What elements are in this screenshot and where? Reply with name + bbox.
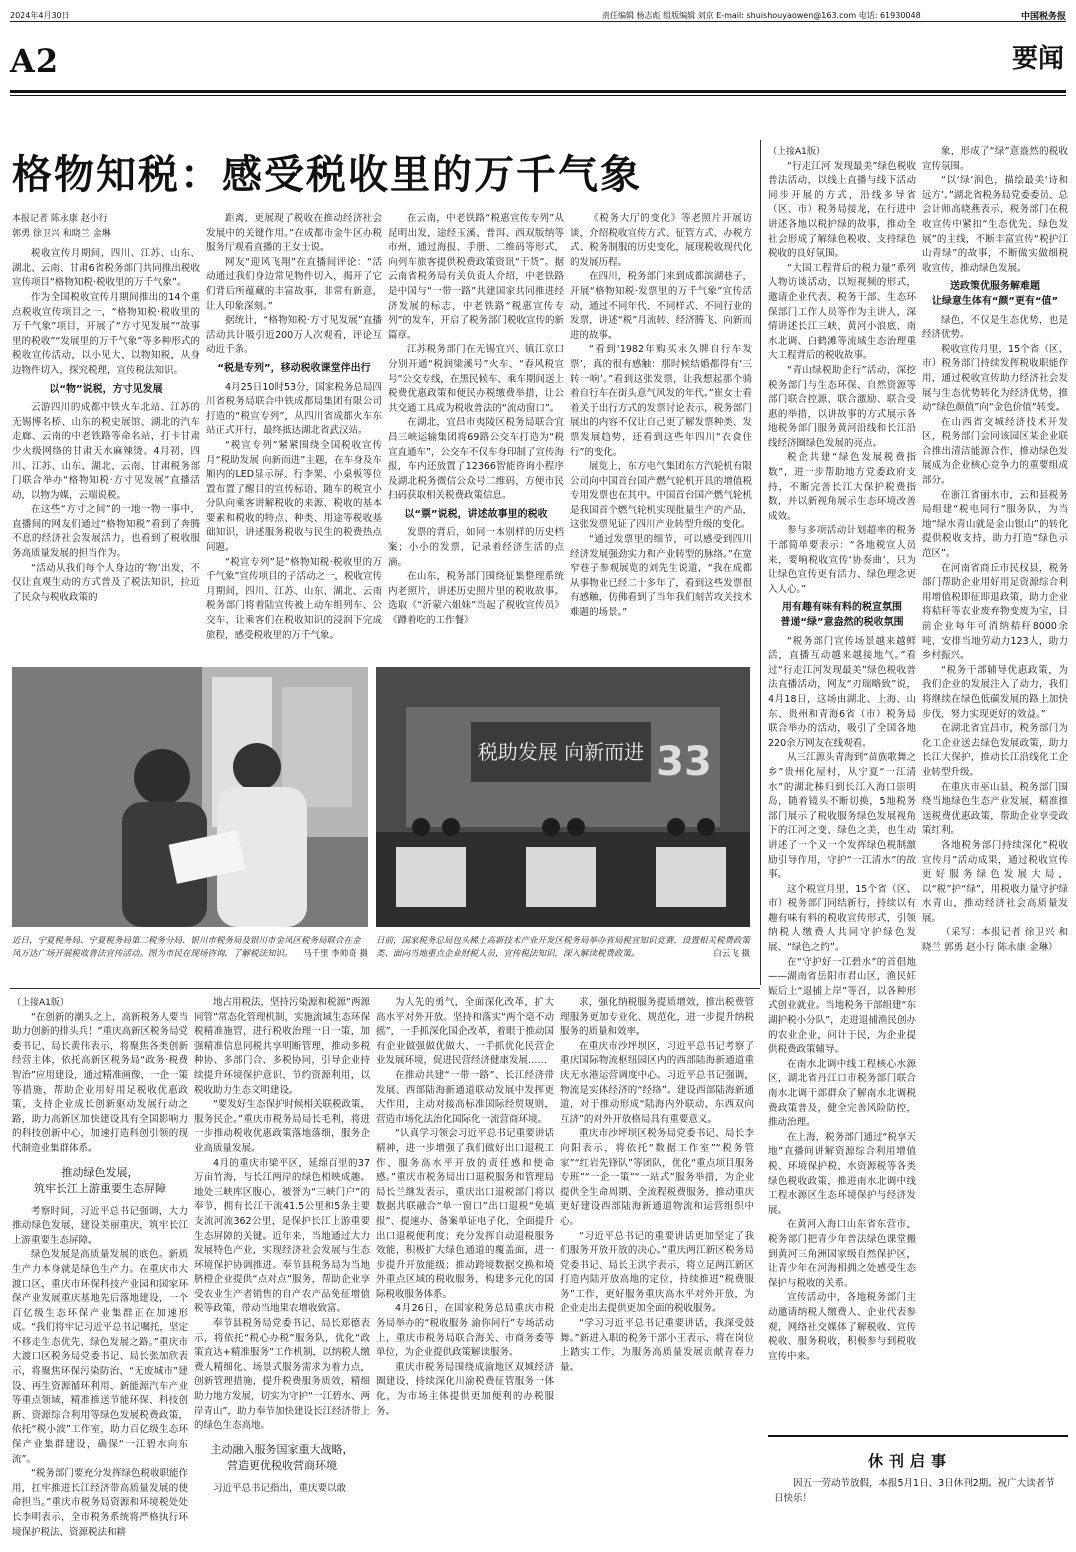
paragraph: 展览上，东方电气集团东方汽轮机有限公司向中国首台国产燃气轮机开具的增值税专用发票也在其中。中国首台国产燃气轮机是我国首个燃气轮机实现批量生产的产品，这张发票见证了四川产业转型升级的变化。	[570, 461, 752, 531]
paragraph: “大国工程背后的税力量”系列人物访谈活动，以短视频的形式，邀请企业代表、税务干部、生态环保部门工作人员等作为主讲人，深情讲述长江三峡、黄河小浪底、南水北调、白鹤滩等流域生态治理重大工程背后的税收故事。	[768, 262, 916, 362]
bottom-article-column-1	[12, 996, 188, 1548]
paragraph: 在湖北，宜昌市夷陵区税务局联合宜昌三峡运输集团将69路公交车打造为“税宣直通车”，公交车不仅车身印制了宣传海报，车内还放置了12366智能咨询小程序及湖北税务微信公众号二维码，方便市民扫码获取相关税费政策信息。	[388, 417, 564, 502]
article-column-1	[12, 212, 200, 652]
paragraph: “税务部门要充分发挥绿色税收职能作用，扛牢推进长江经济带高质量发展的使命担当。”重庆市税务局资源和环境税处处长李明表示，全市税务系统将严格执行环境保护税法、资源税法和耕	[12, 1468, 188, 1538]
masthead-rule	[10, 90, 1066, 93]
paragraph: “看到‘1982年购买永久牌自行车发票’，真的很有感触：那时候结婚都得有‘三转一响’。”看到这张发票，让我想起那个骑着自行车在街头意气风发的年代。”崔女士看着关于出行方式的发票讨论表示，税务部门展出的内容不仅让自己更了解发票种类、发票发展趋势，还看到这些年四川“衣食住行”的变化。	[570, 344, 752, 458]
byline: 本报记者 陈永康 赵小行 郭勇 徐卫兴 和晓兰 金琳	[12, 214, 111, 239]
paragraph: 在“守护好一江碧水”的首倡地——湖南省岳阳市君山区，渔民妊娠后上“退捕上岸”等召，以各种形式创业就业。当地税务干部组建“东湖护税小分队”，走进退捕渔民创办的农业企业，问计于民，为企业提供税费政策辅导。	[768, 956, 916, 1056]
bottom-article-column-2	[194, 996, 370, 1548]
paragraph: “在创新的潮头之上，高新税务人要当助力创新的排头兵！”重庆高新区税务局党委书记、局长黄伟表示，将聚焦各类创新经营主体，依托高新区税务局“政务·税费智治”应用建设，通过精准画像、一企一策等措施，帮助企业用好用足税收优惠政策，支持企业成长创新驱动发展行动之路，助力高新区加快建设具有全国影响力的科技创新中心，加速打造科创引领的现代制造业集群体系。	[12, 1011, 188, 1154]
paragraph: 各地税务部门持续深化“税收宣传月”活动成果，通过税收宣传更好服务绿色发展大局，以“税”护“绿”，用税收力量守护绿水青山，推动经济社会高质量发展。	[922, 839, 1068, 924]
column-divider	[760, 140, 761, 985]
paragraph: 这个税宣月里，15个省（区、市）税务部门同结新行，持续以有趣有味有料的税收宣传形式，引领纳税人缴费人共同守护绿色发展、“绿色之约”。	[768, 883, 916, 954]
paragraph: 在重庆市巫山县，税务部门围绕当地绿色生态产业发展，精准推送税费优惠政策，帮助企业享受政策红利。	[922, 781, 1068, 837]
paragraph: 在山西省交城经济技术开发区，税务部门会同该园区某企业联合推出清洁能源合作，推动绿色发展成为企业核心竞争力的重要组成部分。	[922, 416, 1068, 487]
paragraph: 云游四川的成都中铁火车北站、江苏的无锡博名桥、山东的税史展馆、湖北的汽车走廊、云南的中老铁路等命名站，打卡甘肃少火级网络的甘肃天水麻辣烫。4月初，四川、江苏、山东、湖北、云南、甘肃税务部门联合举办“格物知税·方寸见发展”直播活动，以物为媒，云端说税。	[12, 402, 200, 501]
bottom-col1b-paragraphs	[12, 1205, 188, 1541]
paragraph: 象，形成了“绿”意盎然的税收宣传氛围。	[922, 146, 1068, 172]
paragraph: 在浙江省丽水市，云和县税务局组建“税电同行”服务队，为当地“绿水青山就是金山银山”的转化提供税收支持，助力打造“绿色示范区”。	[922, 489, 1068, 560]
paragraph: 在推动共建“一带一路”、长江经济带发展、西部陆海新通道联动发展中发挥更大作用，主动对接高标准国际经贸规则，营造市场化法治化国际化一流营商环境。	[376, 1069, 554, 1125]
paragraph: 绿色发展是高质量发展的底色。新质生产力本身就是绿色生产力。在重庆市大渡口区，重庆市环保科技产业园和国家环保产业发展重庆基地先后落地建设，一个百亿级生态环保产业集群正在加速形成。“我们将牢记习近平总书记嘱托，坚定不移走生态优先、绿色发展之路。”重庆市大渡口区税务局党委书记、局长张加欣表示，将聚焦环保污染防治、“无废城市”建设、再生资源循环利用、新能源汽车产业等重点领域，精准推送节能环保、科技创新、资源综合利用等绿色发展税费政策，依托“税小波”工作室，助力百亿级生态环保产业集群建设，确保“一江碧水向东流”。	[12, 1249, 188, 1465]
paragraph: 网友“迎风飞翔”在直播间评论：“活动通过我们身边常见物件切入，揭开了它们背后所蕴藏的丰富故事，非常有新意，让人印象深刻。”	[206, 256, 382, 312]
bottom-col2-paragraphs	[194, 996, 370, 1434]
newspaper-name: 中国税务报	[1020, 12, 1066, 22]
article-column-2	[206, 212, 382, 652]
photo-left-caption-text: 近日，宁夏税务局、宁夏税务局第二税务分局、银川市税务局及银川市金凤区税务局联合在金凤万达广场开展税收普法宣传活动。图为市民在现场咨询，了解税法知识。	[12, 936, 361, 959]
bottom-col3-paragraphs	[376, 996, 554, 1419]
paragraph: 在南水北调中线工程核心水源区，湖北省丹江口市税务部门联合南水北调干部群众了解南水北调税费政策普及，健全完善风险防控，推动治理。	[768, 1058, 916, 1129]
article-column-4	[570, 212, 752, 652]
paragraph: “要发好生态保护时候相关联税政策，服务民企。”重庆市税务局局长毛利，将进一步推动税收优惠政策落地落细，服务企业高质量发展。	[194, 1099, 370, 1154]
bottom-col4-paragraphs	[560, 996, 754, 1375]
paragraph: 4月26日，在国家税务总局重庆市税务局举办的“税收服务 渝你同行”专场活动上，重庆市税务局联合海关、市商务委等单位，为企业提供政策解读服务。	[376, 1303, 554, 1359]
paragraph: 在山东，税务部门围绕征集整理系统内老照片，讲述历史照片里的税收故事。选取《“沂蒙六姐妹”当起了税收宣传员》《蹲着吃的工作餐》	[388, 571, 564, 627]
section-divider	[10, 988, 760, 989]
paragraph: 4月25日10时53分，国家税务总局四川省税务局联合中铁成都局集团有限公司打造的“税宣专列”，从四川省成都火车东站正式开行，最终抵达湖北省武汉站。	[206, 381, 382, 437]
paragraph: 在河南省商丘市民权县，税务部门帮助企业用好用足资源综合利用增值税即征即退政策，助力企业将秸秆等农业废弃物变废为宝，目前企业每年可消纳秸秆8000余吨，安排当地劳动力123人，助力乡村振兴。	[922, 562, 1068, 662]
photo-mid-credit: 白云飞 摄	[713, 949, 750, 959]
paragraph: 在重庆市沙坪坝区，习近平总书记考察了重庆国际物流枢纽园区内的西部陆海新通道重庆无水港运营调度中心。习近平总书记强调，物流是实体经济的“经络”。建设西部陆海新通道，对于推动形成“陆海内外联动、东西双向互济”的对外开放格局具有重要意义。	[560, 1040, 754, 1125]
paragraph: 距离，更展现了税收在推动经济社会发展中的关键作用。”在成都市金牛区办税服务厅观看直播的王女士说。	[206, 213, 382, 254]
notice-box	[768, 1440, 1068, 1548]
paragraph: 《税务大厅的变化》等老照片开展访谈，介绍税收宣传方式、征管方式、办税方式、税务制服的历史变化，展现税收现代化的发展历程。	[570, 213, 752, 268]
paragraph: “以‘绿’润色，描绘最美‘诗和远方’。”湖北省税务局党委委员、总会计师高晓燕表示，税务部门在税收宣传中紧扣“生态优先、绿色发展”的主线，不断丰富宣传“税护江山青绿”的故事，不断做实做细税收宣传，推动绿色发展。	[922, 175, 1068, 274]
paragraph: 税收宣传月里，15个省（区、市）税务部门持续发挥税收职能作用，通过税收宣传助力经济社会发展与生态优势转化为经济优势，推动“绿色颜值”向“金色价值”转变。	[922, 343, 1068, 414]
paragraph: 求，强化纳税服务提质增效，推出税费管理服务更加专业化、规范化，进一步提升纳税服务的质量和效率。	[560, 997, 754, 1038]
paragraph: 在云南，中老铁路“税惠宣传专列”从昆明出发，途经玉溪、普洱、西双版纳等市州，通过海报、手册、二维码等形式，向列车旅客提供税费政策资讯“干货”。据云南省税务局有关负责人介绍，中老铁路是中国与“一带一路”共建国家共同推进经济发展的标志，中老铁路“税惠宣传专列”的发车，开启了税务部门税收宣传的新篇章。	[388, 213, 564, 341]
subheading-2: “税是专列”，移动税收课堂伴出行	[217, 362, 371, 374]
paragraph: “认真学习领会习近平总书记重要讲话精神，进一步增强了我们做好出口退税工作、服务高水平开放的责任感和使命感。”重庆市税务局出口退税服务和管理局局长兰继发表示，重庆出口退税部门将以数据共联融合“单一窗口”出口退税“免填报”、提速办、备案单证电子化，全面提升出口退税便利度；充分发挥自动退税服务效能，积极扩大绿色通道的覆盖面，进一步提升开放能级；推动跨境数据交换和境外重点区域的税收服务，构建多元化的国际税收服务体系。	[376, 1128, 554, 1300]
paragraph: “青山绿税助企行”活动，深挖税务部门与生态环保、自然资源等部门联合控源、联合激励、联合受惠的举措，以讲故事的方式展示各地税务部门服务黄河沿线和长江沿线经济圈绿色发展的亮点。	[768, 364, 916, 449]
paragraph: 4月的重庆市梁平区，延绵百里的37万亩竹海，与长江两岸的绿色相映成趣。地处三峡库区腹心，被誉为“三峡门户”的奉节，拥有长江干流41.5公里和5条主要支流河流362公里，是保护长江上游重要生态屏障的关键。近年来，当地通过大力发展特色产业，实现经济社会发展与生态环境保护协调推进。奉节县税务局为当地脐橙企业提供“点对点”服务，帮助企业享受农业生产者销售的自产农产品免征增值税等政策，带动当地果农增收致富。	[194, 1157, 370, 1315]
paragraph: 税收宣传月期间，四川、江苏、山东、湖北、云南、甘肃6省税务部门共同推出税收宣传项目“格物知税·税收里的万千气象”。	[12, 248, 200, 289]
photo-illustration-2	[376, 667, 750, 927]
page-number: A2	[10, 42, 60, 80]
paragraph: 作为全国税收宣传月期间推出的14个重点税收宣传项目之一，“格物知税·税收里的万千气象”项目，开展了“方寸见发展”“故事里的税收”“发展里的万千气象”等多种形式的税收宣传活动，以小见大、以物知税，从身边物件切入，探究税理，宣传税法知识。	[12, 291, 200, 376]
col2-paragraphs	[206, 212, 382, 358]
paragraph: 税企共建“绿色发展税费指数”，进一步帮助地方党委政府支持，不断完善长江大保护税费指数，并以新视角展示生态环境改善成效。	[768, 452, 916, 522]
paragraph: 绿色，不仅是生态优势，也是经济优势。	[922, 314, 1068, 341]
paragraph: “税务干部辅导优惠政策，为我们企业的发展注入了动力，我们将继续在绿色低碳发展的路上加快步伐，努力实现更好的效益。”	[922, 664, 1068, 720]
paragraph: 在湖北省宜昌市，税务部门为化工企业送去绿色发展政策，助力长江大保护，推动长江沿线化工企业转型升级。	[922, 723, 1068, 778]
paragraph: “税宣专列”紧紧围绕全国税收宣传月“税助发展 向新而进”主题，在车身及车厢内的LED显示屏、行李架、小桌板等位置布置了醒目的宣传标语、随车的税宣小分队向乘客讲解税收的来源、税收的基本要素和税收的特点、种类、用途等税收基础知识，讲述服务税收与民生的税费热点问题。	[206, 439, 382, 554]
subheading-3: 以“票”说税，讲述故事里的税收	[404, 508, 548, 520]
col3b-paragraphs	[388, 526, 564, 628]
bottom-subheading-2: 主动融入服务国家重大战略， 营造更优税收营商环境	[210, 1442, 354, 1472]
paragraph: 在这些“方寸之间”的一地一物一事中，直播间的网友们通过“格物知税”看到了奔腾不息的经济社会发展活力，也看到了税收服务高质量发展的担当作为。	[12, 504, 200, 560]
paragraph: 从三江源头青海到“苗族歌舞之乡”贵州化屋村，从宁夏“一江清水”的湖北秭归到长江入海口崇明岛，随着镜头不断切换，5地税务部门展示了税收服务绿色发展视角下的江河之变、绿色之美，也生动讲述了一个又一个发挥绿色税制激励引导作用，守护“一江清水”的故事。	[768, 752, 916, 881]
paragraph: 重庆市沙坪坝区税务局党委书记、局长李向阳表示，将依托“数据工作室”“税务管家”“红岩先锋队”等团队，优化“重点项目服务专班”“一企一策”“一站式”服务举措，为企业提供全生命周期、全流程税费服务，推动重庆更好建设西部陆海新通道物流和运营组织中心。	[560, 1128, 754, 1227]
issue-date: 2024年4月30日	[10, 11, 70, 20]
bottom-col2b-paragraphs	[194, 1482, 370, 1497]
bottom-col1-paragraphs	[12, 1011, 188, 1157]
paragraph: 在上海，税务部门通过“税享天地”直播间讲解资源综合利用增值税、环境保护税、水资源税等各类绿色税收政策，推进南水北调中线工程水源区生态环境保护与经济发展。	[768, 1131, 916, 1216]
paragraph: 为人先的勇气，全面深化改革，扩大高水平对外开放。坚持和落实“两个毫不动摇”，一手抓深化国企改革，着眼于推动国有企业做强做优做大、一手抓优化民营企业发展环境，促进民营经济健康发展……	[376, 997, 554, 1067]
col2b-paragraphs	[206, 381, 382, 644]
right-col2-paragraphs	[922, 145, 1068, 276]
paragraph: 重庆市税务局围绕成渝地区双城经济圈建设，持续深化川渝税费征管服务一体化，为市场主体提供更加便利的办税服务。	[376, 1361, 554, 1417]
editor-info: 责任编辑 杨志彪 组版编辑 刘京 E-mail: shuishouyaowen@163.com 电话: 61930048	[602, 11, 921, 20]
section-title: 要闻	[1011, 44, 1064, 74]
bottom-article-column-4	[560, 996, 754, 1548]
paragraph: 地占用税法，坚持污染源和税源“两源同管”常态化管理机制，实施流域生态环保税精准施管，进行税收治理一日一策，加强精准信息同税共享明断管理，推动多税种协、多部门合、多税协同，引导企业持续提升环境保护意识、节约资源利用，以税收助力生态文明建设。	[194, 997, 370, 1096]
paragraph: “税宣专列”是“格物知税·税收里的万千气象”宣传项目的子活动之一，税收宣传月期间，四川、江苏、山东、湖北、云南税务部门将着陆宣传被上动车组列车、公交车，让乘客们在税收知识的浸润下完成旅程，感受税收里的万千气象。	[206, 556, 382, 641]
paragraph: 据统计，“格物知税·方寸见发展”直播活动共计吸引近200万人次观看，评论互动近千条。	[206, 315, 382, 356]
photo-left-caption	[12, 935, 368, 961]
bottom-continued-label: （上接A1版）	[12, 998, 69, 1008]
notice-divider	[768, 1435, 1068, 1437]
right-col1-paragraphs	[768, 160, 916, 598]
photo-tax-consultation	[12, 667, 368, 927]
paragraph: “行走江河 发现最美”绿色税收普法活动，以线上直播与线下活动同步开展的方式，沿线多导省（区、市）税务局接龙，在行进中讲述各地以税护绿的故事，推动全社会形成了解绿色税收、支持绿色税收的良好氛围。	[768, 160, 916, 260]
article-column-3	[388, 212, 564, 652]
paragraph: 在黄河入海口山东省东营市，税务部门把青少年普法绿色课堂搬到黄河三角洲国家级自然保护区，让青少年在河海相拥之处感受生态保护与税收的关系。	[768, 1219, 916, 1289]
paragraph: 发票的背后，如同一本别样的历史档案；小小的发票，记录着经济生活的点滴。	[388, 527, 564, 568]
paragraph: “通过发票里的细节，可以感受到四川经济发展强劲实力和产业转型的脉络。”在宽窄巷子参观展览的刘先生说道，“我在成都从事物业已经二十多年了，看到这些发票很有感触，仿佛看到了当年我们刻苦攻关技术难题的场景。”	[570, 534, 752, 619]
page-header	[10, 8, 1066, 22]
paragraph: “学习习近平总书记重要讲话，我深受鼓舞。”新进入职的税务干部小王表示，将在岗位上踏实工作，为服务高质量发展贡献青春力量。	[560, 1318, 754, 1373]
right-subheading-2: 送政策优服务解难题 让绿意生体有“颜”更有“值”	[931, 281, 1059, 307]
paragraph: 宣传活动中，各地税务部门主动邀请纳税人缴费人、企业代表参观，网络社交媒体了解税收、宣传税收、服务税收，积极参与到税收宣传中来。	[768, 1292, 916, 1362]
paragraph: 习近平总书记指出，重庆要以敢	[213, 1482, 347, 1494]
paragraph: 江苏税务部门在无锡宜兴、镇江京口分别开通“税润梁溪号”火车、“春风税宣号”公交专线，在黑民候车、乘车期间送上税费优惠政策和便民办税缴费举措，让公共交通工具成为税收普法的“流动窗口”。	[388, 344, 564, 414]
right-continued-label: （上接A1版）	[768, 147, 825, 157]
photo-left-credit: 马千里 李帅奇 摄	[303, 949, 368, 959]
paragraph: 在四川，税务部门来到成都滨湖巷子，开展“格物知税·发票里的万千气象”宣传活动，通过不同年代、不同样式、不同行业的发票，讲述“税”月流转、经济腾飞、向新而进的故事。	[570, 271, 752, 341]
right-subheading-1: 用有趣有味有料的税宣氛围 普递“绿”意盎然的税收氛围	[780, 602, 904, 628]
paragraph: “税务部门宣传场景越来越鲜活，直播互动越来越接地气。”看过“行走江河发现最美”绿色税收普法直播活动，网友“刃瑞略致”说，4月18日，这场由湖北、上海、山东、贵州和青海6省（市）税务局联合举办的活动，吸引了全国各地220余万网友在线观看。	[768, 635, 916, 749]
paragraph: 考察时间，习近平总书记强调，大力推动绿色发展，建设美丽重庆，筑牢长江上游重要生态屏障。	[12, 1205, 188, 1246]
right-col2b-paragraphs	[922, 314, 1068, 956]
subheading-1: 以“物”说税，方寸见发展	[49, 383, 163, 395]
photo-mid-caption-text: 日前，国家税务总局包头稀土高新技术产业开发区税务局举办省局税宣知识竞赛，设置相关税费政策类、面向当地重点企业财税人员，宣传税法知识，深入解读税费政策。	[376, 936, 751, 959]
notice-text: 因五一劳动节放假，本报5月1日、3日休刊2期。祝广大读者节日快乐！	[774, 1478, 1055, 1504]
article-headline: 格物知税：感受税收里的万千气象	[12, 151, 642, 198]
paragraph: 奉节县税务局党委书记、局长郑德表示，将依托“税心办税”服务队，优化“政策直达+精准服务”工作机制，以纳税人缴费人精细化、场景式服务需求为着力点，创新管理措施，提升税费服务质效，精细助力地方发展，切实为守护“一江碧水、两岸青山”，助力奉节加快建设长江经济带上的绿色生态高地。	[194, 1318, 370, 1432]
right-article-column-1	[768, 145, 916, 1435]
paragraph: “活动从我们每个人身边的‘物’出发，不仅让直观生动的方式普及了税法知识，拉近了民众与税收政策的	[12, 562, 200, 603]
photo-illustration	[12, 667, 368, 927]
bottom-subheading-1: 推动绿色发展， 筑牢长江上游重要生态屏障	[34, 1165, 166, 1195]
bottom-article-column-3	[376, 996, 554, 1548]
col1b-paragraphs	[12, 401, 200, 605]
paragraph: （采写：本报记者 徐卫兴 和晓兰 郭勇 赵小行 陈永康 金琳）	[922, 927, 1068, 954]
banner-slogan: 税助发展 向新而进	[477, 740, 645, 764]
paragraph: “习近平总书记的重要讲话更加坚定了我们服务开放开放的决心。”重庆两江新区税务局党委书记、局长王洪宇表示，将立足两江新区打造内陆开放高地的定位，持续推进“税费服务”工作，更好服务重庆高水平对外开放，为企业走出去提供更加全面的税收服务。	[560, 1230, 754, 1315]
banner-number: 33	[656, 739, 712, 785]
right-col1b-paragraphs	[768, 635, 916, 1365]
notice-title: 休刊启事	[868, 1452, 953, 1470]
col4-paragraphs	[570, 212, 752, 621]
col1-paragraphs	[12, 247, 200, 378]
photo-mid-caption	[376, 935, 750, 961]
photo-tax-competition	[376, 667, 750, 927]
masthead-rule-thin	[10, 95, 1066, 96]
right-article-column-2	[922, 145, 1068, 1435]
paragraph: 参与多项活动计划超率的税务干部简单要表示：“各地税宣人员来，要响税收宣传‘协奏曲’，只为让绿色宣传更有活力、绿色理念更入人心。”	[768, 525, 916, 595]
col3-paragraphs	[388, 212, 564, 504]
